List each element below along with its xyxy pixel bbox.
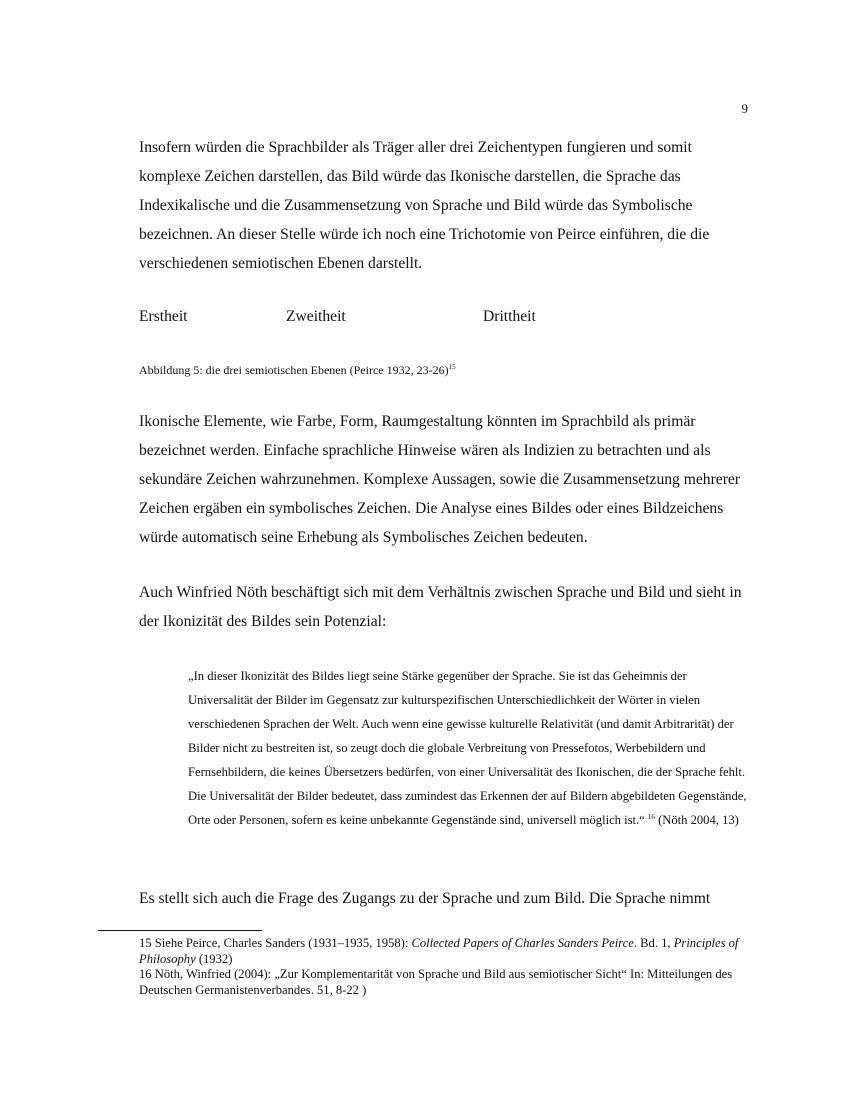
paragraph-1: Insofern würden die Sprachbilder als Träger aller drei Zeichentypen fungieren und somit komplexe Zeichen darstellen, das Bild würde das Ikonische darstellen, die Sprache das Indexikalische und die Zusammensetzung von Sprache und Bild würde das Symbolische bezeichnen. An dieser Stelle würde ich noch eine Trichotomie von Peirce einführen, die die verschiedenen semiotischen Ebenen darstellt. bbox=[139, 139, 710, 272]
footnote-15-tail: (1932) bbox=[195, 951, 233, 966]
footnote-16-number: 16 bbox=[139, 967, 152, 982]
footnote-15-subtitle: Principles of Philosophy bbox=[139, 936, 739, 966]
footnote-ref-15[interactable]: 15 bbox=[448, 363, 456, 371]
triad-erstheit: Erstheit bbox=[139, 308, 188, 325]
triad-zweitheit: Zweitheit bbox=[286, 308, 346, 325]
quote-text: „In dieser Ikonizität des Bildes liegt seine Stärke gegenüber der Sprache. Sie ist das Geheimnis der Universalität der Bilder im Gegensatz zur kulturspezifischen Unterschiedlichkeit der Wörter in vielen verschiedenen Sprachen der Welt. Auch wenn eine gewisse kulturelle Relativität (und damit Arbitrarität) der Bilder nicht zu bestreiten ist, so zeugt doch die globale Verbreitung von Pressefotos, Werbebildern und Fernsehbildern, die keines Übersetzers bedürfen, von einer Universalität des Ikonischen, die der Sprache fehlt. Die Universalität der Bilder bedeutet, dass zumindest das Erkennen der auf Bildern abgebildeten Gegenstände, Orte oder Personen, sofern es keine unbekannte Gegenstände sind, universell möglich ist.“ bbox=[188, 669, 747, 827]
paragraph-2: Ikonische Elemente, wie Farbe, Form, Raumgestaltung könnten im Sprachbild als primär bezeichnet werden. Einfache sprachliche Hinweise wären als Indizien zu betrachten und als sekundäre Zeichen wahrzunehmen. Komplexe Aussagen, sowie die Zusammensetzung mehrerer Zeichen ergäben ein symbolisches Zeichen. Die Analyse eines Bildes oder eines Bildzeichens würde automatisch seine Erhebung als Symbolisches Zeichen bedeuten. bbox=[139, 413, 741, 546]
figure-caption-text: Abbildung 5: die drei semiotischen Ebenen (Peirce 1932, 23-26) bbox=[139, 363, 449, 377]
paragraph-4: Es stellt sich auch die Frage des Zugangs zu der Sprache und zum Bild. Die Sprache nimmt bbox=[139, 890, 711, 907]
paragraph-3: Auch Winfried Nöth beschäftigt sich mit dem Verhältnis zwischen Sprache und Bild und sieht in der Ikonizität des Bildes sein Potenzial: bbox=[139, 584, 742, 630]
figure-caption bbox=[139, 362, 754, 378]
block-quote bbox=[188, 664, 754, 832]
triad-drittheit: Drittheit bbox=[483, 308, 536, 325]
footnote-15-number: 15 bbox=[139, 936, 152, 950]
footnotes bbox=[139, 936, 754, 998]
footnote-15-mid: . Bd. 1, bbox=[633, 936, 674, 950]
page-number: 9 bbox=[741, 101, 748, 116]
footnote-16-text: Nöth, Winfried (2004): „Zur Komplementarität von Sprache und Bild aus semiotischer Sicht“ In: Mitteilungen des Deutschen Germanistenverbandes. 51, 8-22 ) bbox=[139, 967, 733, 997]
footnote-15-lead: Siehe Peirce, Charles Sanders (1931–1935, 1958): bbox=[154, 936, 412, 950]
footnote-ref-16[interactable]: 16 bbox=[647, 812, 655, 821]
footnote-16 bbox=[139, 967, 754, 998]
quote-citation: (Nöth 2004, 13) bbox=[658, 813, 739, 827]
footnote-separator bbox=[98, 930, 262, 931]
semiotic-triad bbox=[139, 308, 754, 332]
footnote-15-title: Collected Papers of Charles Sanders Peirce bbox=[411, 936, 634, 950]
footnote-15 bbox=[139, 936, 754, 967]
